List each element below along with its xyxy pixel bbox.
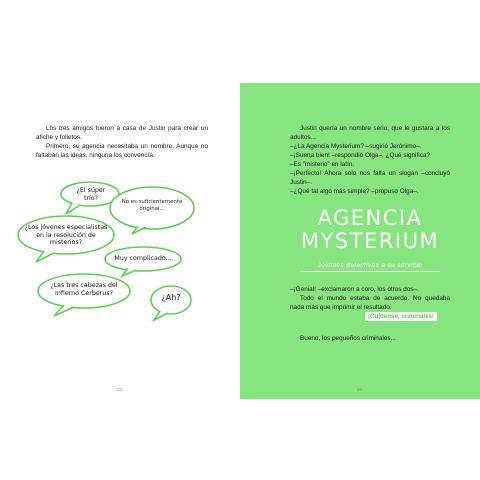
- bubble-tail-5: [54, 305, 74, 316]
- left-page-number: 23: [117, 387, 123, 392]
- logo-underline: [300, 271, 440, 272]
- right-paragraph-1: Justin quería un nombre serio, que le gustara a los adultos...: [290, 125, 450, 141]
- right-paragraph-6: –¿Qué tal algo más simple? –propuso Olga–.: [290, 188, 419, 195]
- right-paragraph-3: –¡Suena bien! –respondió Olga–. ¿Qué significa?: [290, 152, 430, 159]
- bubble-2-text: No es suficientemente original...: [121, 199, 183, 212]
- right-paragraph-8: Todo el mundo estaba de acuerdo. No quedaba nada más que imprimir el resultado.: [290, 295, 450, 311]
- left-paragraph-2: Primero, su agencia necesitaba un nombre. Aunque no faltaban las ideas, ninguna los convencía.: [36, 143, 208, 159]
- bubble-tail-3: [36, 251, 54, 262]
- right-page-text-bottom: [290, 285, 450, 312]
- right-paragraph-7: –¡Genial! –exclamaron a coro, los otros dos–.: [290, 286, 419, 293]
- right-paragraph-4: –Es "misterio" en latín.: [290, 161, 355, 168]
- right-paragraph-9: Bueno, los pequeños criminales...: [300, 335, 396, 342]
- logo-title-line-2: MYSTERIUM: [300, 229, 440, 253]
- logo-title: [290, 207, 450, 253]
- right-page-text-top: [290, 124, 450, 196]
- right-page-number: 24: [357, 387, 363, 392]
- bubble-3-text: ¿Los jóvenes especialistas en la resolución de misterios?: [24, 224, 108, 247]
- slogan-stamp: ¡Cuídense, criminales!: [365, 312, 437, 321]
- logo-subtitle: Jóvenes detectives a su servicio: [317, 262, 423, 269]
- logo-title-line-1: AGENCIA: [317, 206, 423, 230]
- right-paragraph-5: –¡Perfecto! Ahora solo nos falta un slogan –concluyó Justin–.: [290, 170, 450, 186]
- bubble-5-text: ¿Las tres cabezas del Infierno Cerberus?: [50, 282, 118, 297]
- right-paragraph-2: –¿La Agencia Mysterium? –sugirió Jerónimo–.: [290, 143, 422, 150]
- left-paragraph-1: Los tres amigos fueron a casa de Justin para crear un afiche y folletos.: [36, 125, 208, 141]
- bubble-6-text: ¿Ah?: [161, 293, 181, 302]
- bubble-4-text: Muy complicado...: [114, 255, 172, 262]
- bubble-1-text: ¿El súper trío?: [76, 187, 106, 202]
- bubble-tail-1: [66, 203, 80, 214]
